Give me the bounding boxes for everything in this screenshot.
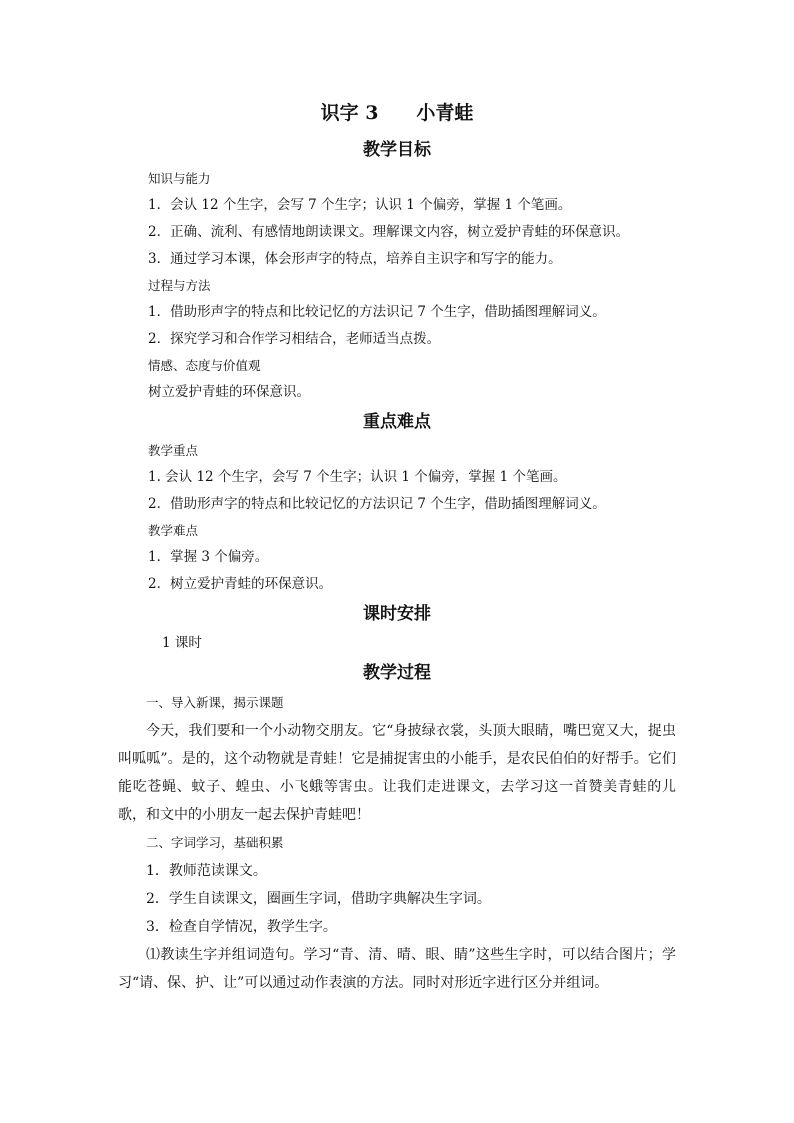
emotion-text: 树立爱护青蛙的环保意识。 xyxy=(148,384,310,400)
step-heading-intro: 一、导入新课，揭示课题 xyxy=(146,695,284,710)
schedule-text: 1 课时 xyxy=(162,635,202,651)
vocabulary-step-item: 1．教师范读课文。 xyxy=(146,863,267,879)
focus-item: 1. 会认 12 个生字，会写 7 个生字；认识 1 个偏旁，掌握 1 个笔画。 xyxy=(148,469,567,485)
subheading-process-method: 过程与方法 xyxy=(148,278,211,293)
process-item: 1．借助形声字的特点和比较记忆的方法识记 7 个生字，借助插图理解词义。 xyxy=(148,304,606,320)
intro-paragraph: 今天，我们要和一个小动物交朋友。它“身披绿衣裳，头顶大眼睛，嘴巴宽又大，捉虫叫呱呱”。是的，这个动物就是青蛙！它是捕捉害虫的小能手，是农民伯伯的好帮手。它们能吃苍蝇、蚊子、蝗虫、小飞蛾等害虫。让我们走进课文，去学习这一首赞美青蛙的儿歌，和文中的小朋友一起去保护青蛙吧！ xyxy=(118,723,676,823)
focus-item: 2．借助形声字的特点和比较记忆的方法识记 7 个生字，借助插图理解词义。 xyxy=(148,496,606,512)
vocabulary-step-item: 3．检查自学情况，教学生字。 xyxy=(146,919,337,935)
process-item: 2．探究学习和合作学习相结合，老师适当点拨。 xyxy=(148,331,441,347)
vocabulary-step-item: 2．学生自读课文，圈画生字词，借助字典解决生字词。 xyxy=(146,891,491,907)
difficulty-item: 1．掌握 3 个偏旁。 xyxy=(148,549,269,565)
subheading-focus: 教学重点 xyxy=(148,443,199,458)
lesson-title: 识字 3 小青蛙 xyxy=(320,102,474,124)
knowledge-item: 3．通过学习本课，体会形声字的特点，培养自主识字和写字的能力。 xyxy=(148,251,562,267)
subheading-knowledge: 知识与能力 xyxy=(148,171,211,186)
section-heading-process: 教学过程 xyxy=(363,663,431,683)
vocabulary-sub-paragraph: ⑴教读生字并组词造句。学习“青、清、晴、眼、睛”这些生字时，可以结合图片；学习“请、保、护、让”可以通过动作表演的方法。同时对形近字进行区分并组词。 xyxy=(118,947,676,991)
section-heading-schedule: 课时安排 xyxy=(363,604,431,624)
difficulty-item: 2．树立爱护青蛙的环保意识。 xyxy=(148,576,333,592)
section-heading-key-points: 重点难点 xyxy=(363,412,431,432)
subheading-emotion: 情感、态度与价值观 xyxy=(148,358,261,373)
document-content xyxy=(118,96,676,997)
step-heading-vocabulary: 二、字词学习，基础积累 xyxy=(146,835,284,850)
section-heading-goals: 教学目标 xyxy=(363,140,431,160)
knowledge-item: 2．正确、流利、有感情地朗读课文。理解课文内容，树立爱护青蛙的环保意识。 xyxy=(148,224,630,240)
subheading-difficulty: 教学难点 xyxy=(148,523,199,538)
knowledge-item: 1．会认 12 个生字，会写 7 个生字；认识 1 个偏旁，掌握 1 个笔画。 xyxy=(148,197,572,213)
